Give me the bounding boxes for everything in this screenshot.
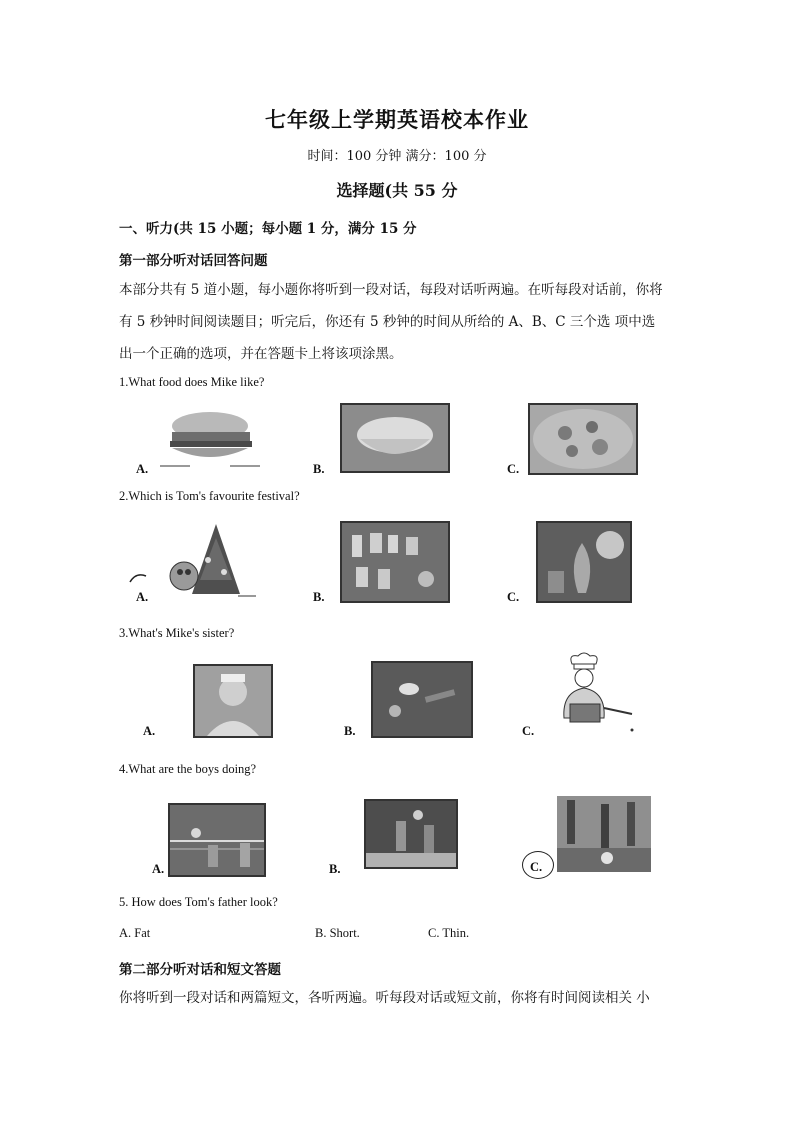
spring-festival-image[interactable] [340, 521, 450, 603]
q3-option-c[interactable]: C. [522, 724, 535, 738]
question-2: 2.Which is Tom's favourite festival? [119, 489, 300, 503]
q1-option-b[interactable]: B. [313, 462, 325, 476]
q4-option-a[interactable]: A. [152, 862, 165, 876]
time-and-score: 时间：100 分钟 满分：100 分 [307, 149, 487, 164]
basketball-image[interactable] [364, 799, 458, 869]
rice-bowl-image[interactable] [340, 403, 450, 473]
instruction-line: 出一个正确的选项，并在答题卡上将该项涂黑。 [119, 346, 403, 362]
q3-option-b[interactable]: B. [344, 724, 356, 738]
part1-instructions [119, 274, 679, 370]
instruction-line: 本部分共有 5 道小题，每小题你将听到一段对话，每段对话听两遍。在听每段对话前，你将 [119, 282, 663, 298]
cook-image[interactable] [548, 652, 638, 736]
q4-option-c[interactable]: C. [530, 860, 543, 874]
q5-option-b[interactable]: B. Short. [315, 926, 360, 940]
instruction-line: 有 5 秒钟时间阅读题目；听完后，你还有 5 秒钟的时间从所给的 A、B、C 三个选 项中选 [119, 314, 656, 330]
q5-option-a[interactable]: A. Fat [119, 926, 151, 940]
q2-option-a[interactable]: A. [136, 590, 149, 604]
part2-instructions: 你将听到一段对话和两篇短文，各听两遍。听每段对话或短文前，你将有时间阅读相关 小 [119, 990, 650, 1006]
q4-option-b[interactable]: B. [329, 862, 341, 876]
christmas-tree-image[interactable] [128, 520, 258, 600]
q1-option-c[interactable]: C. [507, 462, 520, 476]
part2-subheading: 第二部分听对话和短文答题 [119, 962, 281, 978]
page-title: 七年级上学期英语校本作业 [265, 107, 529, 132]
part1-subheading: 第一部分听对话回答问题 [119, 253, 268, 269]
question-4: 4.What are the boys doing? [119, 762, 257, 776]
section-title: 选择题(共 55 分 [336, 181, 458, 200]
pizza-image[interactable] [528, 403, 638, 475]
listening-heading: 一、听力(共 15 小题；每小题 1 分，满分 15 分 [119, 221, 417, 237]
hamburger-image[interactable] [160, 408, 270, 468]
q2-option-b[interactable]: B. [313, 590, 325, 604]
nurse-image[interactable] [193, 664, 273, 738]
q2-option-c[interactable]: C. [507, 590, 520, 604]
volleyball-image[interactable] [168, 803, 266, 877]
question-1: 1.What food does Mike like? [119, 375, 265, 389]
q1-option-a[interactable]: A. [136, 462, 149, 476]
football-image[interactable] [557, 796, 651, 872]
question-3: 3.What's Mike's sister? [119, 626, 235, 640]
police-image[interactable] [371, 661, 473, 738]
q5-option-c[interactable]: C. Thin. [428, 926, 470, 940]
question-5: 5. How does Tom's father look? [119, 895, 278, 909]
q3-option-a[interactable]: A. [143, 724, 156, 738]
mid-autumn-image[interactable] [536, 521, 632, 603]
